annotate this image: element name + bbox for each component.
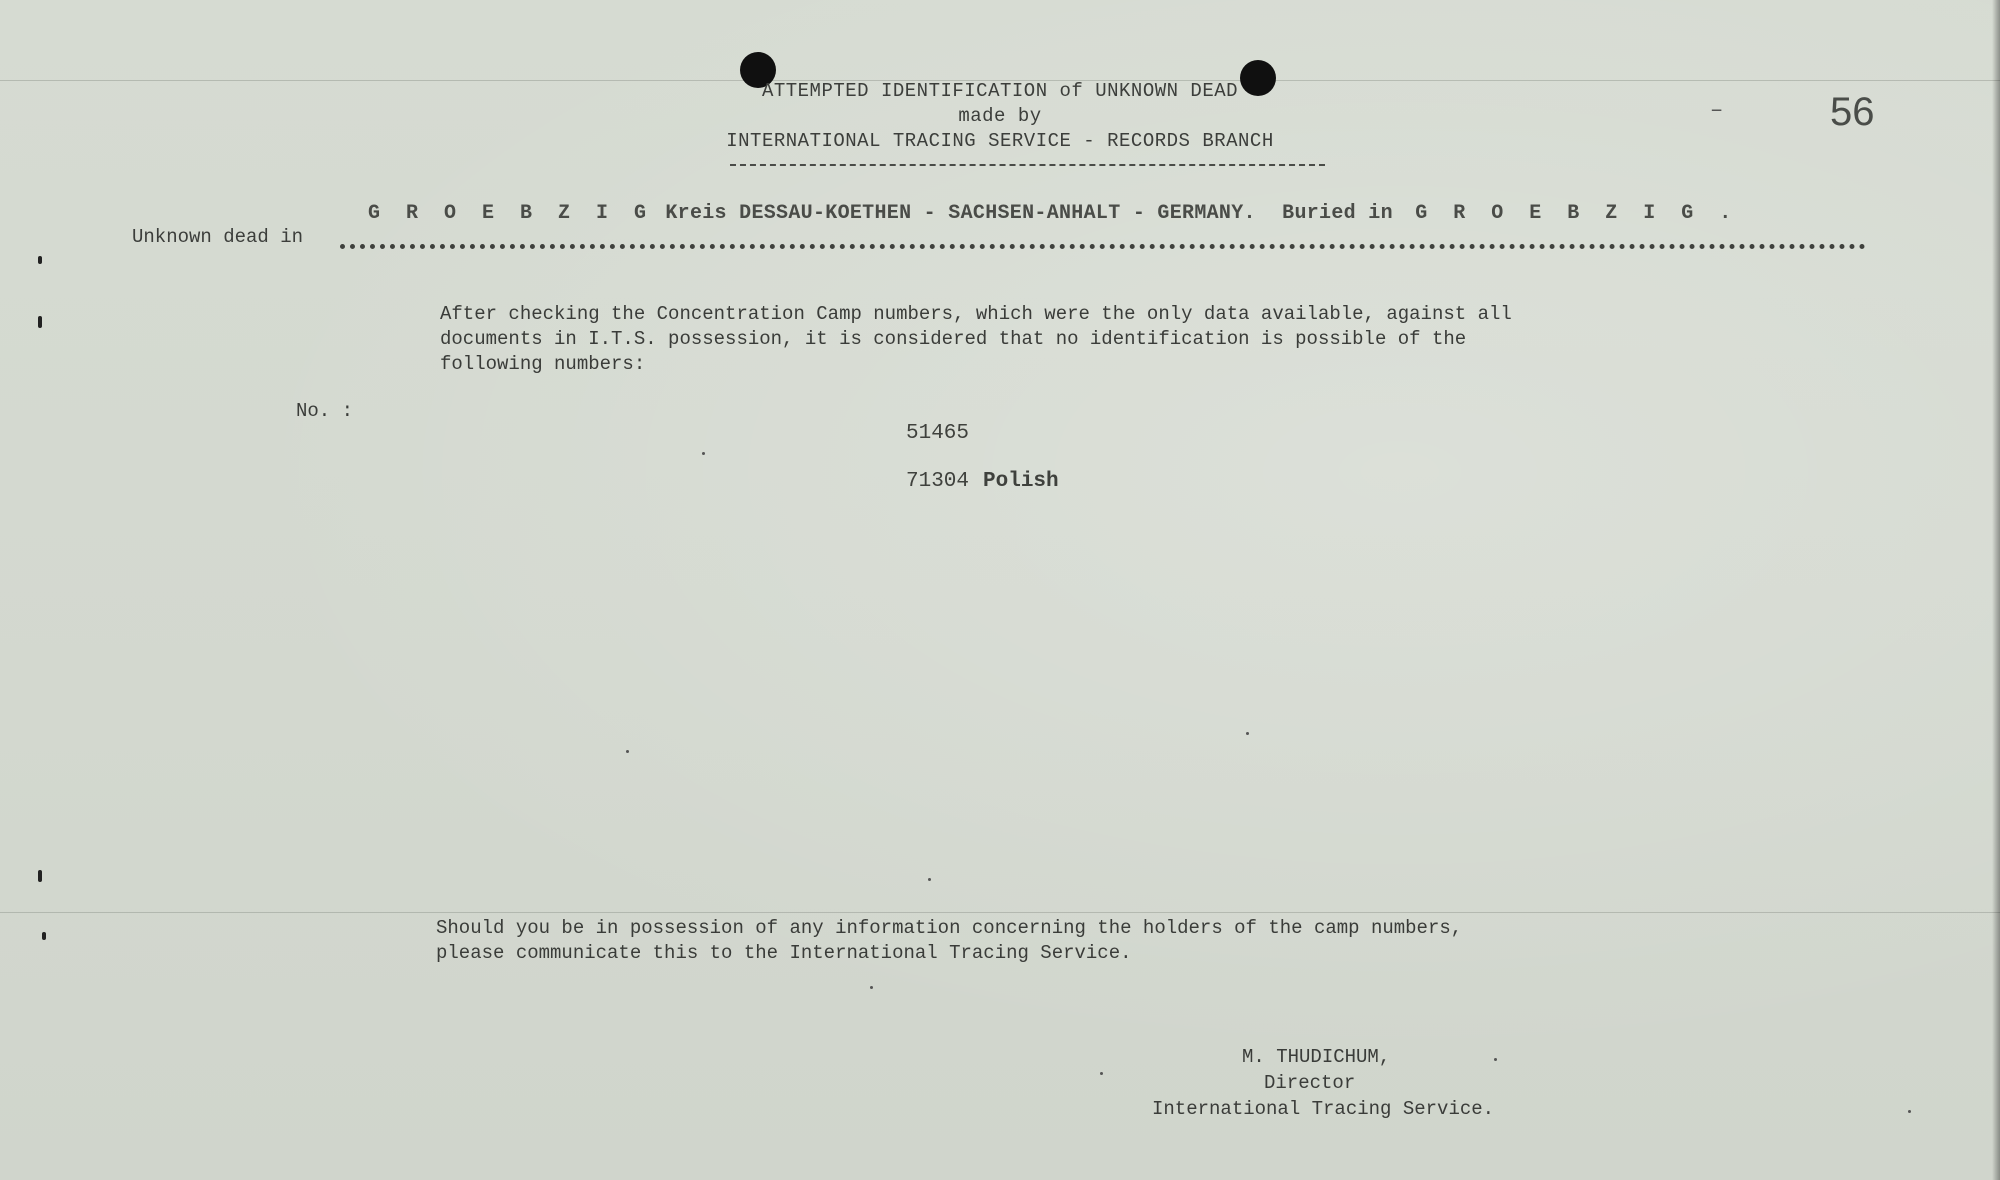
margin-mark [38,256,42,264]
paper-speck [1908,1110,1911,1113]
nationality-note: Polish [983,470,1059,493]
camp-number: 71304 [906,470,970,493]
header-underline [730,164,1325,166]
camp-number-row [906,470,1059,493]
paper-speck [1100,1072,1103,1075]
doc-organization: INTERNATIONAL TRACING SERVICE - RECORDS BRANCH [726,130,1274,152]
paper-speck [1494,1058,1497,1061]
dotted-leader-line [340,244,1866,249]
page-number: 56 [1830,90,1875,134]
doc-title: ATTEMPTED IDENTIFICATION of UNKNOWN DEAD [761,80,1239,102]
camp-number: 51465 [906,422,970,445]
body-line-2: documents in I.T.S. possession, it is considered that no identification is possible of the [440,328,1467,350]
unknown-dead-label: Unknown dead in [132,226,304,248]
signature-organization: International Tracing Service. [1152,1098,1495,1120]
margin-dash: – [1710,98,1724,123]
location-detail: Kreis DESSAU-KOETHEN - SACHSEN-ANHALT - GERMANY. [665,202,1256,225]
location-town: G R O E B Z I G [368,202,654,225]
numbers-label: No. : [296,400,354,422]
margin-mark [38,316,42,328]
camp-number-row [906,422,969,445]
closing-line-2: please communicate this to the International Tracing Service. [436,942,1132,964]
paper-speck [928,878,931,881]
signature-title: Director [1264,1072,1356,1094]
buried-town: G R O E B Z I G . [1415,202,1739,225]
signature-name: M. THUDICHUM, [1242,1046,1391,1068]
body-line-1: After checking the Concentration Camp numbers, which were the only data available, against all [440,303,1512,325]
margin-mark [38,870,42,882]
body-line-3: following numbers: [440,353,646,375]
buried-label: Buried in [1282,202,1393,225]
margin-mark [42,932,46,940]
doc-made-by: made by [958,105,1042,127]
location-line [368,202,1738,225]
closing-line-1: Should you be in possession of any information concerning the holders of the camp numbers, [436,917,1463,939]
scan-edge-shadow [1992,0,2000,1180]
paper-speck [1246,732,1249,735]
paper-speck [702,452,705,455]
paper-crease-bottom [0,912,2000,913]
paper-speck [626,750,629,753]
paper-speck [870,986,873,989]
